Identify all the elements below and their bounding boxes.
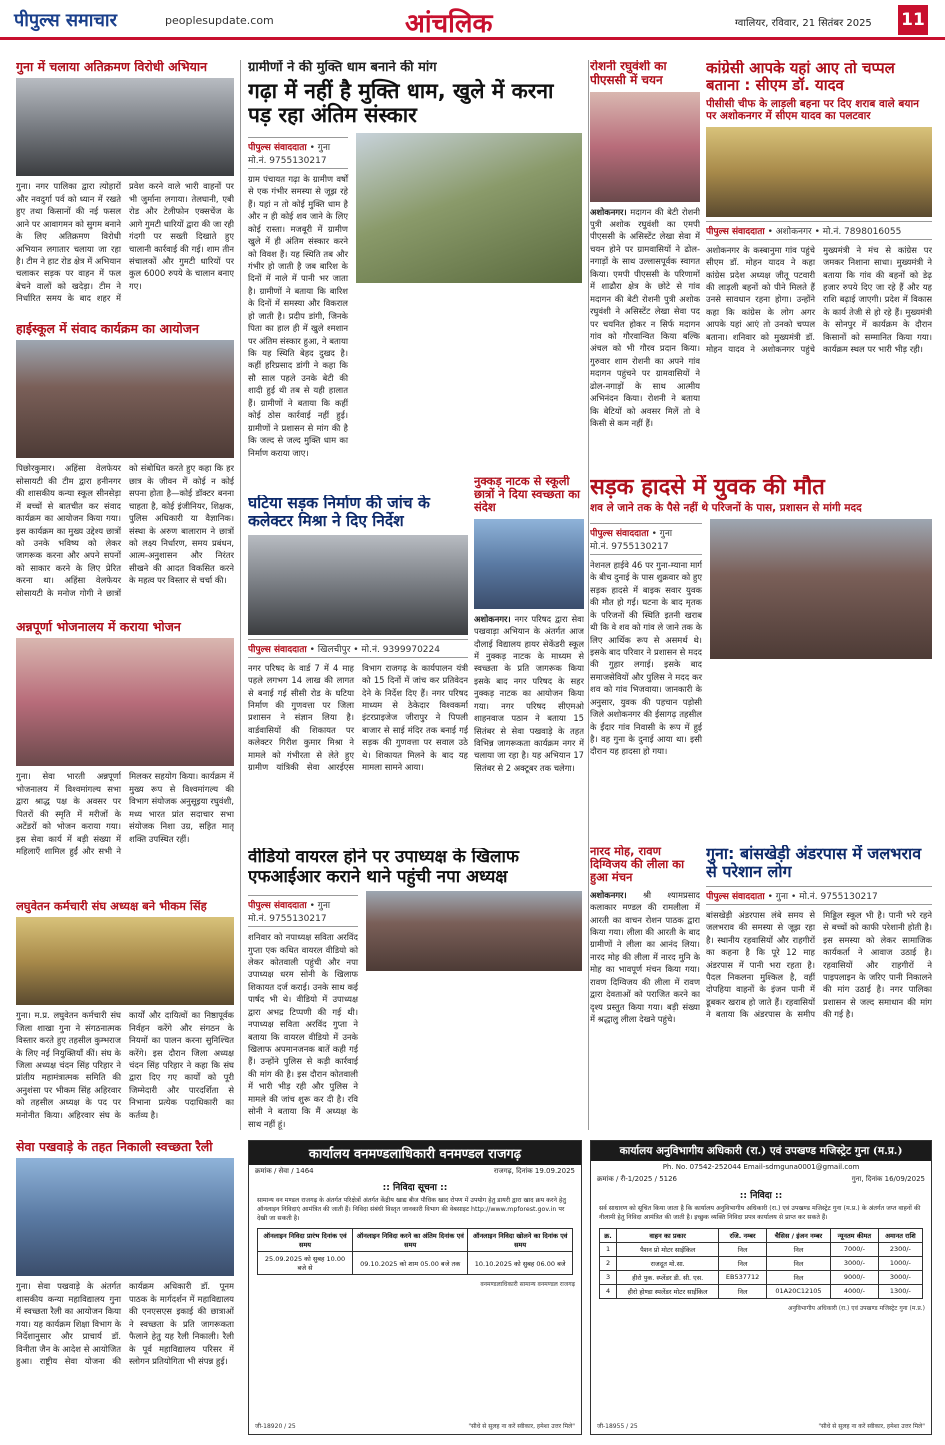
table-cell: हीरो होण्डा स्पलेंडर मोटर साईकिल xyxy=(617,1284,719,1298)
article-cm-yadav xyxy=(706,60,932,465)
notice-text: सर्व साधारण को सूचित किया जाता है कि कार्यालय अनुविभागीय अधिकारी (रा.) एवं उपखण्ड मजिस्ट्रेट गुना (म.प्र.) के अंतर्गत जप्त वाहनों की नीलामी हेतु निविदा आमंत्रित की जाती है। इच्छुक व्यक्ति निविदा प्रपत्र कार्यालय से प्राप्त कर सकते हैं। xyxy=(599,1205,921,1221)
notice-signer: वनमण्डलाधिकारी सामान्य वनमण्डल राजगढ़ xyxy=(480,1281,575,1289)
article-anti-encroachment xyxy=(16,60,234,315)
byline-place: गुना xyxy=(659,528,673,539)
byline-place: गुना xyxy=(317,901,331,912)
table-cell: 10.10.2025 को सुबह 06.00 बजे xyxy=(468,1252,573,1275)
table-cell: 1 xyxy=(600,1242,617,1256)
article-body: ग्राम पंचायत गढ़ा के ग्रामीण वर्षों से एक गंभीर समस्या से जूझ रहे हैं। यहां न तो कोई मुक्ति धाम है और न ही कोई शव जाने के लिए कोई रास्ता। मजबूरी में ग्रामीण खुले में ही अंतिम संस्कार करने को विवश हैं। यह स्थिति तब और गंभीर हो जाती है जब बारिश के दिनों में नाले में पानी भर जाता है। ग्रामीणों ने बताया कि बारिश के दिनों में समस्या और विकराल हो जाती है। प्रदीप डांगी, जिनके पिता का हाल ही में खुले श्मशान पर अंतिम संस्कार हुआ, ने बताया कि यह स्थिति बेहद दुखद है। कहीं हरिप्रसाद डांगी ने कहा कि सौ साल पहले उनके बेटी की शादी हुई थी तब से यही हालात हैं। ग्रामीणों ने बताया कि कहीं कोई ठोस कार्रवाई नहीं हुई। ग्रामीणों ने प्रशासन से मांग की है कि जल्द से जल्द मुक्ति धाम का निर्माण कराया जाए। xyxy=(248,173,348,458)
table-cell: राजदूत मो.सा. xyxy=(617,1256,719,1270)
notice-vehicle-table xyxy=(599,1228,923,1299)
notice-signer: अनुविभागीय अधिकारी (रा.) एवं उपखण्ड मजिस्ट्रेट गुना (म.प्र.) xyxy=(788,1304,925,1312)
table-header: अमानत राशि xyxy=(878,1228,922,1242)
article-body: गुना। नगर पालिका द्वारा त्योहारों और नवदुर्गा पर्व को ध्यान में रखते हुए तथा किसानों की नई फसल आने पर आवागमन को सुगम बनाने के लिए अतिक्रमण विरोधी अभियान लगातार चलाया जा रहा है। टीम ने हाट रोड क्षेत्र में अभियान चलाकर सड़क पर वाहन में फल बेचने वालों को खदेड़ा। टीम ने निर्धारित समय के बाद शहर में प्रवेश करने वाले भारी वाहनों पर भी जुर्माना लगाया। तेलघानी, एबी रोड और टेलीफोन एक्सचेंज के आगे गुमटी धारियों द्वारा की जा रही गंदगी पर सख्ती दिखाते हुए चालानी कार्रवाई की गई। शाम तीन संचालकों और गुमटी धारियों पर कुल 6000 रुपये के चालान बनाए गए। xyxy=(16,181,234,304)
byline-mobile: मो.नं. 9755130217 xyxy=(248,914,327,925)
byline-mobile: मो.नं. 9755130217 xyxy=(248,155,327,166)
article-underpass xyxy=(706,845,932,1132)
article-place: अशोकनगर। xyxy=(590,889,627,900)
table-header: ऑनलाइन निविदा करने का अंतिम दिनांक एवं समय xyxy=(353,1229,468,1252)
article-body: अशोकनगर के कस्बानुमा गांव पहुंचे सीएम डॉ. मोहन यादव ने कहा कांग्रेस प्रदेश अध्यक्ष जीतू पटवारी की लाड़ली बहनों को पीने मिलते हैं उनसे सावधान रहना होगा। उन्होंने कहा कि कांग्रेस के लोग अगर आपके यहां आएं तो उनको चप्पल बताना। शनिवार को मुख्यमंत्री डॉ. मोहन यादव ने अशोकनगर पहुंचे मुख्यमंत्री ने मंच से कांग्रेस पर जमकर निशाना साधा। मुख्यमंत्री ने बताया कि गांव की बहनों को डेढ़ हजार रुपये दिए जा रहे हैं और यह राशि बढ़ाई जाएगी। प्रदेश में विकास के कार्य तेजी से हो रहे हैं। मुख्यमंत्री के सोनपुर में कार्यक्रम के दौरान किसानों को सम्मानित किया गया। कार्यक्रम स्थल पर भारी भीड़ रही। xyxy=(706,244,932,355)
dateline: ग्वालियर, रविवार, 21 सितंबर 2025 xyxy=(735,18,872,29)
table-cell: निल xyxy=(766,1242,830,1256)
article-headline: घटिया सड़क निर्माण की जांच के कलेक्टर मिश्रा ने दिए निर्देश xyxy=(248,495,430,530)
article-headline: नुक्कड़ नाटक से स्कूली छात्रों ने दिया स्वच्छता का संदेश xyxy=(474,475,581,515)
table-header: ऑनलाइन निविदा खोलने का दिनांक एवं समय xyxy=(468,1229,573,1252)
byline: पीपुल्स संवाददाता • गुना • मो.नं. 9755130217 xyxy=(706,886,932,905)
article-body xyxy=(590,206,700,430)
article-headline: गुना में चलाया अतिक्रमण विरोधी अभियान xyxy=(16,60,208,74)
article-body: नेशनल हाईवे 46 पर गुना-म्याना मार्ग के बीच दुनाई के पास शुक्रवार को हुए सड़क हादसे में बाइक सवार युवक की मौत हो गई। घटना के बाद मृतक के परिजनों की स्थिति इतनी खराब थी कि वे शव को गांव ले जाने तक के लिए आर्थिक रूप से असमर्थ थे। इसके बाद परिवार ने प्रशासन से मदद की गुहार लगाई। इसके बाद समाजसेवियों और पुलिस ने मदद कर शव को गांव भिजवाया। जानकारी के अनुसार, युवक की पहचान पड़ोसी जिले अशोकनगर की ईसागढ़ तहसील के ईंदार गांव निवासी के रूप में हुई है। वह गुना के दुनाई आया था। इसी दौरान यह हादसा हो गया। xyxy=(590,559,702,757)
article-headline: अन्नपूर्णा भोजनालय में कराया भोजन xyxy=(16,620,181,634)
table-header: रजि. नम्बर xyxy=(719,1228,767,1242)
article-body: बांसखेड़ी अंडरपास लंबे समय से जलभराव की समस्या से जूझ रहा है। स्थानीय रहवासियों और राहगीरों का कहना है कि पूरे 12 माह अंडरपास में पानी भरा रहता है। पैदल निकलना मुश्किल है, वहीं दोपहिया वाहनों के इंजन पानी में डूबकर खराब हो जाते हैं। रहवासियों ने बताया कि अंडरपास के समीप मिड्डिल स्कूल भी है। पानी भरे रहने से बच्चों को काफी परेशानी होती है। इस समस्या को लेकर सामाजिक कार्यकर्ता ने आवाज उठाई है। रहवासियों और राहगीरों ने पाइपलाइन के जरिए पानी निकालने की मांग उठाई है। नगर पालिका प्रशासन से जल्द समाधान की मांग की गई है। xyxy=(706,909,932,1020)
table-header: क्र. xyxy=(600,1228,617,1242)
table-cell: 01A20C12105 xyxy=(766,1284,830,1298)
brand-url[interactable]: peoplesupdate.com xyxy=(165,14,274,27)
article-subhead: पीसीसी चीफ के लाड़ली बहना पर दिए शराब वाले बयान पर अशोकनगर में सीएम यादव का पलटवार xyxy=(706,97,919,123)
article-roshni-psc xyxy=(590,60,700,465)
article-headline: लघुवेतन कर्मचारी संघ अध्यक्ष बने भीकम सिंह xyxy=(16,900,207,913)
article-place: अशोकनगर। xyxy=(474,613,511,624)
byline-agency: पीपुल्स संवाददाता xyxy=(706,226,765,237)
table-cell: 1000/- xyxy=(878,1256,922,1270)
article-cremation-ground xyxy=(248,60,582,488)
article-photo xyxy=(710,519,932,659)
article-body: गुना। सेवा पखवाड़े के अंतर्गत शासकीय कन्या महाविद्यालय गुना में स्वच्छता रैली का आयोजन किया गया। यह कार्यक्रम शिक्षा विभाग के निर्देशानुसार और प्राचार्य डॉ. विनीता जैन के आदेश से आयोजित हुआ। राष्ट्रीय सेवा योजना की कार्यक्रम अधिकारी डॉ. पूनम पाठक के मार्गदर्शन में महाविद्यालय की एनएसएस इकाई की छात्राओं ने स्वच्छता के प्रति जागरूकता फैलाने हेतु यह रैली निकाली। रैली के पूर्व महाविद्यालय परिसर में स्लोगन प्रतियोगिता भी संपन्न हुई। xyxy=(16,1281,234,1366)
masthead xyxy=(0,0,945,40)
article-photo xyxy=(16,340,234,458)
byline-agency: पीपुल्स संवाददाता xyxy=(706,891,765,902)
byline-mobile: मो.नं. 9399970224 xyxy=(361,644,440,655)
section-title: आंचलिक xyxy=(405,9,493,39)
article-photo xyxy=(16,917,234,1005)
article-text: नगर परिषद द्वारा सेवा पखवाड़ा अभियान के अंतर्गत आज दौलाई विद्यालय हायर सेकेंडरी स्कूल में नुक्कड़ नाटक के माध्यम से स्वच्छता के प्रति जागरूक किया इसके बाद नगर परिषद के सहर नुक्कड़ नाटक का आयोजन किया गया। नगर परिषद सीएमओ शाहनवाज पठान ने बताया 15 सितंबर से सेवा पखवाड़े के तहत विभिन्न जागरूकता कार्यक्रम नगर में चलाया जा रहा है। यह अभियान 17 सितंबर से 2 अक्टूबर तक चलेगा। xyxy=(474,613,584,773)
byline-agency: पीपुल्स संवाददाता xyxy=(248,142,307,153)
article-place: अशोकनगर। xyxy=(590,206,627,217)
tender-notice-forest xyxy=(248,1140,582,1435)
article-photo xyxy=(474,519,584,609)
byline: पीपुल्स संवाददाता • अशोकनगर • मो.नं. 7898016055 xyxy=(706,221,932,240)
article-body: गुना। म.प्र. लघुवेतन कर्मचारी संघ जिला शाखा गुना ने संगठनात्मक विस्तार करते हुए तहसील कुम्भराज के लिए नई नियुक्तियाँ कीं। संघ के जिला अध्यक्ष चंदन सिंह परिहार ने प्रांतीय महामंत्रात्मक समिति की अनुशंसा पर भीकम सिंह अहिरवार को तहसील अध्यक्ष के पद पर मनोनीत किया। अहिरवार संघ के कार्यों और दायित्वों का निष्ठापूर्वक निर्वहन करेंगे और संगठन के नियमों का पालन करना सुनिश्चित करेंगे। इस दौरान जिला अध्यक्ष चंदन सिंह परिहार ने कहा कि संघ द्वारा दिए गए कार्यों को पूरी जिम्मेदारी और पारदर्शिता से निभाना प्रत्येक पदाधिकारी का कर्तव्य है। xyxy=(16,1010,234,1120)
article-headline: रोशनी रघुवंशी का पीएससी में चयन xyxy=(590,60,667,87)
table-cell: पैशन प्रो मोटर साईकिल xyxy=(617,1242,719,1256)
notice-meta xyxy=(591,1173,931,1186)
table-cell: 7000/- xyxy=(831,1242,879,1256)
table-cell: 25.09.2025 को सुबह 10.00 बजे से xyxy=(258,1252,353,1275)
notice-code: जी-18955 / 25 xyxy=(597,1423,638,1430)
byline-mobile: मो.नं. 9755130217 xyxy=(590,541,669,552)
table-cell: 3000/- xyxy=(831,1256,879,1270)
table-cell: निल xyxy=(719,1256,767,1270)
article-street-play xyxy=(474,475,584,840)
table-header: न्यूनतम कीमत xyxy=(831,1228,879,1242)
table-cell: निल xyxy=(719,1242,767,1256)
article-photo xyxy=(356,133,582,283)
article-body: शनिवार को नपाध्यक्ष सविता अरविंद गुप्ता एक कथित वायरल वीडियो को लेकर कोतवाली पहुंची और नपा उपाध्यक्ष धरम सोनी के खिलाफ शिकायत दर्ज कराई। उनके साथ कई पार्षद भी थे। वीडियो में उपाध्यक्ष द्वारा अभद्र टिप्पणी की गई थी। नपाध्यक्ष सविता अरविंद गुप्ता ने बताया कि वायरल वीडियो में उनके खिलाफ अपमानजनक बातें कही गई हैं। उन्होंने पुलिस से कड़ी कार्रवाई की मांग की है। इस दौरान कोतवाली में भारी भीड़ रही और पुलिस ने मामले की जांच शुरू कर दी है। रवि सोनी ने बताया कि मैं अध्यक्ष के साथ नहीं हूं। xyxy=(248,932,358,1129)
notice-date: राजगढ़, दिनांक 19.09.2025 xyxy=(493,1167,575,1175)
table-cell: 09.10.2025 को शाम 05.00 बजे तक xyxy=(353,1252,468,1275)
notice-ref: क्रमांक / री-1/2025 / 5126 xyxy=(597,1175,678,1183)
article-photo xyxy=(248,535,468,635)
table-cell: निल xyxy=(766,1270,830,1284)
notice-title: कार्यालय वनमण्डलाधिकारी वनमण्डल राजगढ़ xyxy=(249,1141,581,1165)
table-cell: 4 xyxy=(600,1284,617,1298)
notice-subtitle: :: निविदा सूचना :: xyxy=(382,1183,448,1193)
table-header: चैसिस / इंजन नम्बर xyxy=(766,1228,830,1242)
byline-agency: पीपुल्स संवाददाता xyxy=(590,528,649,539)
article-ramleela xyxy=(590,845,700,1130)
notice-tagline: "सीधे से सुलह ना करें स्वीकार, हमेशा उत्तर मिले" xyxy=(818,1423,925,1430)
article-photo xyxy=(16,78,234,176)
byline: पीपुल्स संवाददाता • गुना मो.नं. 9755130217 xyxy=(590,523,702,555)
article-headline: हाईस्कूल में संवाद कार्यक्रम का आयोजन xyxy=(16,322,199,336)
article-body xyxy=(590,889,700,1026)
article-road-probe xyxy=(248,495,468,840)
table-row xyxy=(600,1256,923,1270)
notice-title: कार्यालय अनुविभागीय अधिकारी (रा.) एवं उपखण्ड मजिस्ट्रेट गुना (म.प्र.) xyxy=(591,1141,931,1161)
article-video-fir xyxy=(248,848,582,1132)
article-headline: गुना: बांसखेड़ी अंडरपास में जलभराव से परेशान लोग xyxy=(706,845,922,882)
article-road-accident xyxy=(590,475,932,840)
table-cell: निल xyxy=(719,1284,767,1298)
article-headline: गढ़ा में नहीं है मुक्ति धाम, खुले में करना पड़ रहा अंतिम संस्कार xyxy=(248,78,554,127)
table-cell: 3000/- xyxy=(878,1270,922,1284)
table-row xyxy=(600,1284,923,1298)
notice-meta xyxy=(249,1165,581,1178)
notice-contact: Ph. No. 07542-252044 Email-sdmguna0001@gmail.com xyxy=(662,1163,860,1171)
notice-subtitle: :: निविदा :: xyxy=(739,1191,783,1201)
article-headline: सड़क हादसे में युवक की मौत xyxy=(590,475,825,500)
brand-logo: पीपुल्स समाचार xyxy=(14,10,117,31)
article-headline: कांग्रेसी आपके यहां आए तो चप्पल बताना : सीएम डॉ. यादव xyxy=(706,60,895,95)
notice-schedule-table xyxy=(257,1228,573,1275)
article-headline: सेवा पखवाड़े के तहत निकाली स्वच्छता रैली xyxy=(16,1140,213,1154)
column-rule xyxy=(588,60,589,1130)
notice-ref: क्रमांक / सेवा / 1464 xyxy=(255,1167,314,1175)
byline-place: गुना xyxy=(775,891,789,902)
article-highschool-dialogue xyxy=(16,322,234,614)
tender-notice-sdm xyxy=(590,1140,932,1435)
article-text: श्री श्यामप्रसाद कलाकार मण्डल की रामलीला में आरती का वाचन रोशन पाठक द्वारा किया गया। लीला की आरती के बाद ग्रामीणों ने लीला का आनंद लिया। नारद मोह की लीला में नारद मुनि के मोह का भावपूर्ण मंचन किया गया। रावण दिग्विजय की लीला में रावण द्वारा देवताओं को पराजित करने का दृश्य प्रस्तुत किया गया। बड़ी संख्या में श्रद्धालु लीला देखने पहुंचे। xyxy=(590,889,700,1025)
article-body: नगर परिषद के वार्ड 7 में 4 माह पहले लगभग 14 लाख की लागत से बनाई गई सीसी रोड के घटिया निर्माण की गुणवत्ता पर जिला प्रशासन ने संज्ञान लिया है। वार्डवासियों की शिकायत पर कलेक्टर गिरीश कुमार मिश्रा ने मामले को गंभीरता से लेते हुए ग्रामीण यांत्रिकी सेवा आरईएस विभाग राजगढ़ के कार्यपालन यंत्री को 15 दिनों में जांच कर प्रतिवेदन देने के निर्देश दिए हैं। नगर परिषद माध्यम से ठेकेदार विश्वकर्मा इंटरप्राइजेज जीरापुर ने पिपली बाजार से साई मंदिर तक बनाई गई सड़क की गुणवत्ता पर सवाल उठे थे। शिकायत मिलने के बाद यह मामला सामने आया। xyxy=(248,662,468,773)
byline: पीपुल्स संवाददाता • खिलचीपुर • मो.नं. 9399970224 xyxy=(248,639,468,658)
table-cell: हीरो पुक. स्प्लेंडर डी. सी. एस. xyxy=(617,1270,719,1284)
article-headline: नारद मोह, रावण दिग्विजय की लीला का हुआ मंचन xyxy=(590,845,685,885)
article-photo xyxy=(366,891,582,971)
article-kicker: ग्रामीणों ने की मुक्ति धाम बनाने की मांग xyxy=(248,60,437,75)
article-photo xyxy=(16,1158,234,1276)
notice-tagline: "सीधे से सुलह ना करें स्वीकार, हमेशा उत्तर मिले" xyxy=(468,1423,575,1430)
byline-mobile: मो.नं. 7898016055 xyxy=(822,226,902,237)
table-row xyxy=(600,1242,923,1256)
table-cell: 2 xyxy=(600,1256,617,1270)
article-cleanliness-rally xyxy=(16,1140,234,1432)
byline-place: खिलचीपुर xyxy=(317,644,351,655)
article-photo xyxy=(16,638,234,766)
article-photo xyxy=(590,92,700,202)
article-body xyxy=(474,613,584,775)
article-annapurna-meal xyxy=(16,620,234,892)
article-staff-union xyxy=(16,900,234,1132)
table-cell: 9000/- xyxy=(831,1270,879,1284)
table-cell: 1300/- xyxy=(878,1284,922,1298)
notice-code: जी-18920 / 25 xyxy=(255,1423,296,1430)
table-header: ऑनलाइन निविदा प्रारंभ दिनांक एवं समय xyxy=(258,1229,353,1252)
byline-place: गुना xyxy=(317,142,331,153)
article-subhead: शव ले जाने तक के पैसे नहीं थे परिजनों के पास, प्रशासन से मांगी मदद xyxy=(590,502,862,515)
byline-place: अशोकनगर xyxy=(775,226,812,237)
table-row xyxy=(600,1270,923,1284)
byline-agency: पीपुल्स संवाददाता xyxy=(248,644,307,655)
byline-agency: पीपुल्स संवाददाता xyxy=(248,901,307,912)
article-body: पिछोरकुमार। अहिंसा वेलफेयर सोसायटी की टीम द्वारा हनीनगर की शासकीय कन्या स्कूल सीनसेड़ा में बच्चों से बातचीत कर संवाद कार्यक्रम का आयोजन किया गया। इस कार्यक्रम का मुख्य उद्देश्य छात्रों को उनके भविष्य को लेकर जागरूक करना और अपने सपनों को साकार करने के लिए प्रेरित करना था। अहिंसा वेलफेयर सोसायटी के मनोज गोगी ने छात्रों को संबोधित करते हुए कहा कि हर छात्र के जीवन में कोई न कोई सपना होता है—कोई डॉक्टर बनना चाहता है, कोई इंजीनियर, शिक्षक, पुलिस अधिकारी या वैज्ञानिक। संस्था के अरुण बालाराम ने छात्रों को लक्ष्य निर्धारण, समय प्रबंधन, आत्म-अनुशासन और निरंतर सीखने की आदत विकसित करने के महत्व पर विस्तार से चर्चा की। xyxy=(16,463,234,598)
article-headline: वीडियो वायरल होने पर उपाध्यक्ष के खिलाफ एफआईआर कराने थाने पहुंची नपा अध्यक्ष xyxy=(248,848,520,887)
byline: पीपुल्स संवाददाता • गुना मो.नं. 9755130217 xyxy=(248,137,348,169)
table-header: वाहन का प्रकार xyxy=(617,1228,719,1242)
notice-text: सामान्य वन मण्डल राजगढ़ के अंतर्गत परिक्षेत्रों अंतर्गत केंद्रीय खाद्य बीज पौधिक खाद रोपण में उपयोग हेतु डायरी द्वारा खाद क्रय करने हेतु ऑनलाइन निविदाएं आमंत्रित की जाती हैं। निविदा संबंधी विस्तृत जानकारी विभाग की वेबसाइट http://www.mpforest.gov.in पर देखी जा सकती है। xyxy=(257,1197,566,1222)
article-photo xyxy=(706,127,932,217)
table-cell: निल xyxy=(766,1256,830,1270)
table-cell: 3 xyxy=(600,1270,617,1284)
byline: पीपुल्स संवाददाता • गुना मो.नं. 9755130217 xyxy=(248,895,358,927)
table-cell: EB537712 xyxy=(719,1270,767,1284)
column-rule xyxy=(240,60,241,1130)
byline-mobile: मो.नं. 9755130217 xyxy=(799,891,878,902)
notice-date: गुना, दिनांक 16/09/2025 xyxy=(851,1175,925,1183)
page-number: 11 xyxy=(898,5,928,35)
table-cell: 2300/- xyxy=(878,1242,922,1256)
table-cell: 4000/- xyxy=(831,1284,879,1298)
article-text: मदागन की बेटी रोशनी पुत्री अशोक रघुवंशी का एमपी पीएससी के असिस्टेंट लेखा सेवा में चयन होने पर ग्रामवासियों ने ढोल-नगाड़ों के साथ उल्लासपूर्वक स्वागत किया। एमपी पीएससी के परिणामों में शाढौरा क्षेत्र के छोटे से गांव मदागन की बेटी रोशनी पुत्री अशोक रघुवंशी ने असिस्टेंट लेखा सेवा पद पर चयनित होकर न सिर्फ मदागन गांव को गौरवान्वित किया बल्कि अंचल को भी गौरव प्रदान किया। गुरुवार शाम रोशनी का अपने गांव मदागन पहुंचने पर ग्रामवासियों ने ढोल-नगाड़ों के साथ आत्मीय अभिनंदन किया। रोशनी ने बताया कि बेटियों को अवसर मिलें तो वे किसी से कम नहीं हैं। xyxy=(590,206,700,429)
article-body: गुना। सेवा भारती अन्नपूर्णा भोजनालय में विश्वमांगल्य सभा द्वारा श्राद्ध पक्ष के अवसर पर पितरों की स्मृति में मरीजों के अटेंडरों को भोजन कराया गया। इस सेवा कार्य में बड़ी संख्या में महिलाएँ शामिल हुईं और सभी ने मिलकर सहयोग किया। कार्यक्रम में मुख्य रूप से विश्वमांगल्य की विभाग संयोजक अनुसूइया रघुवंशी, मध्य भारत प्रांत सदाचार सभा संयोजक निशा उग्र, सहित मातृ शक्ति उपस्थित रहीं। xyxy=(16,771,234,856)
